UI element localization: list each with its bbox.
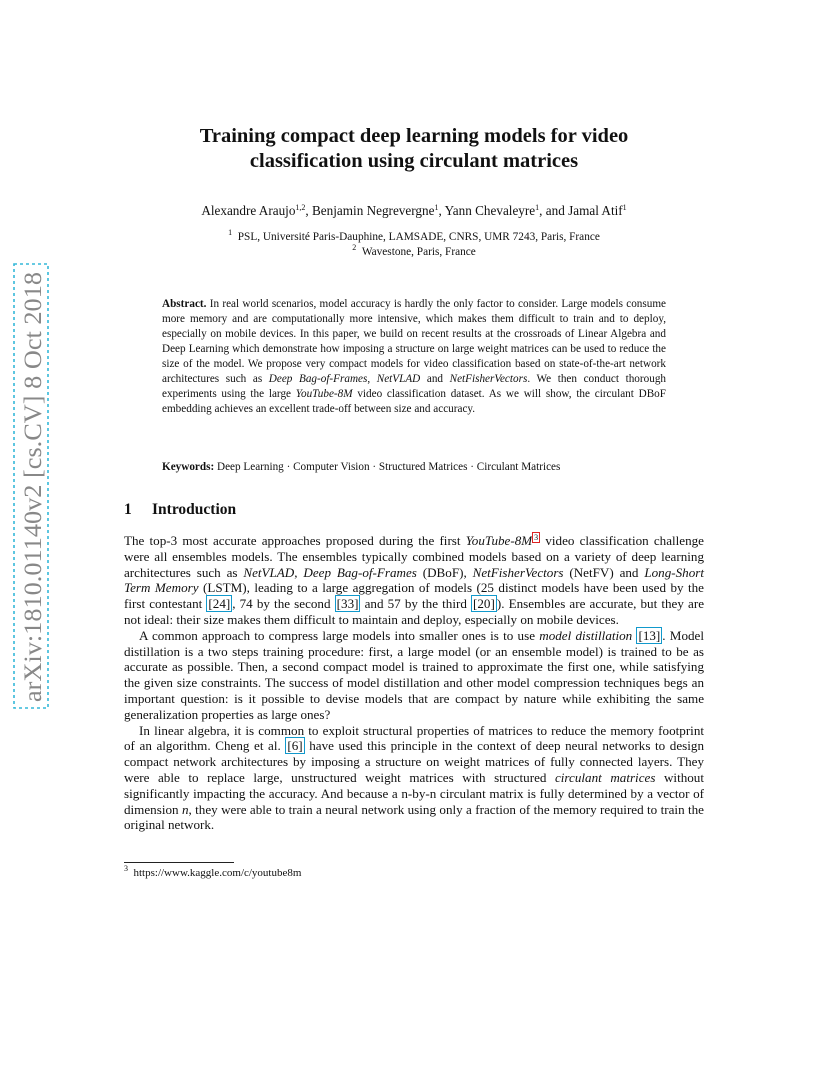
text-run: and bbox=[420, 373, 450, 385]
affiliation-line bbox=[124, 245, 704, 260]
affiliation-mark: 1 bbox=[434, 203, 439, 212]
text-run: , they were able to train a neural network using only a fraction of the memory required to train the original network. bbox=[124, 801, 704, 833]
affiliation-mark: 1 bbox=[535, 203, 540, 212]
text-run: ). Ensembles are accurate, but they are not ideal: their size makes them difficult to maintain and deploy, especially on mobile devices. bbox=[124, 596, 705, 627]
author-name: Yann Chevaleyre bbox=[444, 203, 536, 218]
emphasis: NetVLAD bbox=[376, 373, 421, 385]
footnote-mark: 3 bbox=[124, 864, 128, 873]
abstract bbox=[162, 297, 666, 417]
footnote-rule bbox=[124, 862, 234, 863]
affiliation-mark: 1 bbox=[228, 228, 233, 237]
title-line: classification using circulant matrices bbox=[249, 150, 579, 172]
footnote-url[interactable]: https://www.kaggle.com/c/youtube8m bbox=[133, 867, 302, 879]
emphasis: YouTube-8M bbox=[465, 533, 533, 548]
citation-link[interactable]: [24] bbox=[208, 596, 231, 612]
author-name: Alexandre Araujo bbox=[201, 203, 296, 218]
affiliation-text: PSL, Université Paris-Dauphine, LAMSADE, CNRS, UMR 7243, Paris, France bbox=[237, 231, 600, 243]
affiliation-line bbox=[124, 230, 704, 245]
section-body bbox=[124, 533, 704, 833]
emphasis: Deep Bag-of-Frames bbox=[268, 373, 368, 385]
paragraph bbox=[124, 723, 704, 834]
author-name: Benjamin Negrevergne bbox=[312, 203, 435, 218]
abstract-label: Abstract. bbox=[162, 298, 207, 310]
affiliations bbox=[124, 230, 704, 260]
text-run: video classification dataset. As we will show, the circulant DBoF embedding achieves an excellent trade-off between size and accuracy. bbox=[162, 388, 666, 415]
citation-link[interactable]: [20] bbox=[473, 596, 495, 612]
arxiv-identifier: arXiv:1810.01140v2 [cs.CV] 8 Oct 2018 bbox=[20, 293, 47, 702]
text-run: have used this principle in the context of deep neural networks to design compact network architectures by imposing a structure on weight matrices of fully connected layers. They were able to replace large, unstructured weight matrices with structured bbox=[124, 738, 704, 785]
emphasis: n bbox=[181, 801, 189, 817]
section-heading bbox=[124, 500, 236, 520]
text-run: without significantly impacting the accuracy. And because a n-by-n circulant matrix is fully determined by a vector of dimension bbox=[124, 769, 704, 817]
text-run: , bbox=[367, 373, 377, 385]
footnote bbox=[124, 866, 301, 880]
emphasis: NetVLAD bbox=[243, 564, 295, 580]
text-run: The top-3 most accurate approaches proposed during the first bbox=[124, 533, 466, 548]
keywords-list: Deep Learning · Computer Vision · Structured Matrices · Circulant Matrices bbox=[214, 461, 561, 473]
author-list: Alexandre Araujo$^{1,2}$, Benjamin Negrevergne$^1$, Yann Chevaleyre$^1$, and Jamal Atif$^1$ bbox=[201, 203, 627, 218]
affiliation-mark: 1,2 bbox=[295, 203, 306, 212]
text-run: (LSTM), leading to a large aggregation of models (25 distinct models have been used by the first contestant bbox=[124, 580, 704, 612]
abstract-text bbox=[162, 298, 666, 415]
section-number: 1 bbox=[124, 501, 132, 518]
text-run: (DBoF), bbox=[416, 564, 473, 580]
footnote-link[interactable]: 3 bbox=[534, 533, 539, 542]
affiliation-mark: 2 bbox=[352, 243, 357, 252]
paragraph bbox=[124, 628, 704, 723]
text-run: . Model distillation is a two steps training procedure: first, a large model (or an ensemble model) is trained to be as accurate as possible. Then, a second compact model is trained to approximate the first one, while satisfying the given size constraints. The success of model distillation and other model compression techniques begs an important question: is it possible to devise models that are compact by nature while exhibiting the same generalization properties as large ones? bbox=[124, 627, 704, 722]
citation-link[interactable]: [13] bbox=[638, 627, 661, 643]
text-run: . We then conduct thorough experiments using the large bbox=[162, 373, 667, 400]
emphasis: Long-Short Term Memory bbox=[124, 564, 705, 596]
text-run: , bbox=[294, 564, 304, 580]
text-run: and 57 by the third bbox=[360, 596, 471, 612]
text-run: video classification challenge were all ensembles models. The ensembles typically combined models based on a variety of deep learning architectures such as bbox=[124, 533, 704, 580]
emphasis: Deep Bag-of-Frames bbox=[303, 564, 417, 580]
affiliation-mark: 1 bbox=[622, 203, 627, 212]
affiliation-text: Wavestone, Paris, France bbox=[361, 246, 476, 258]
text-run: In real world scenarios, model accuracy is hardly the only factor to consider. Large models consume more memory and are computationally more intensive, which makes them difficult to train and to deploy, especially on mobile devices. In this paper, we build on recent results at the crossroads of Linear Algebra and Deep Learning which demonstrate how imposing a structure on large weight matrices can be used to reduce the size of the model. We propose very compact models for video classification based on state-of-the-art network architectures such as bbox=[162, 298, 666, 385]
emphasis: NetFisherVectors bbox=[449, 373, 528, 385]
paper-title bbox=[124, 124, 704, 174]
emphasis: YouTube-8M bbox=[295, 388, 353, 400]
section-title: Introduction bbox=[152, 501, 237, 518]
keywords-label: Keywords: bbox=[162, 461, 215, 473]
text-run: (NetFV) and bbox=[563, 564, 645, 580]
text-run: A common approach to compress large models into smaller ones is to use bbox=[139, 627, 540, 643]
text-run: In linear algebra, it is common to exploit structural properties of matrices to reduce the memory footprint of an algorithm. Cheng et al. bbox=[124, 722, 704, 754]
author-name: Jamal Atif bbox=[568, 203, 623, 218]
paragraph bbox=[124, 533, 704, 628]
citation-link[interactable]: [33] bbox=[336, 596, 359, 612]
keywords bbox=[162, 460, 666, 475]
emphasis: model distillation bbox=[539, 627, 633, 643]
arxiv-stamp bbox=[12, 262, 52, 710]
emphasis: circulant matrices bbox=[554, 769, 656, 785]
emphasis: NetFisherVectors bbox=[472, 564, 564, 580]
citation-link[interactable]: [6] bbox=[287, 738, 303, 754]
text-run: , 74 by the second bbox=[232, 596, 335, 612]
title-line: Training compact deep learning models for video bbox=[199, 125, 629, 147]
